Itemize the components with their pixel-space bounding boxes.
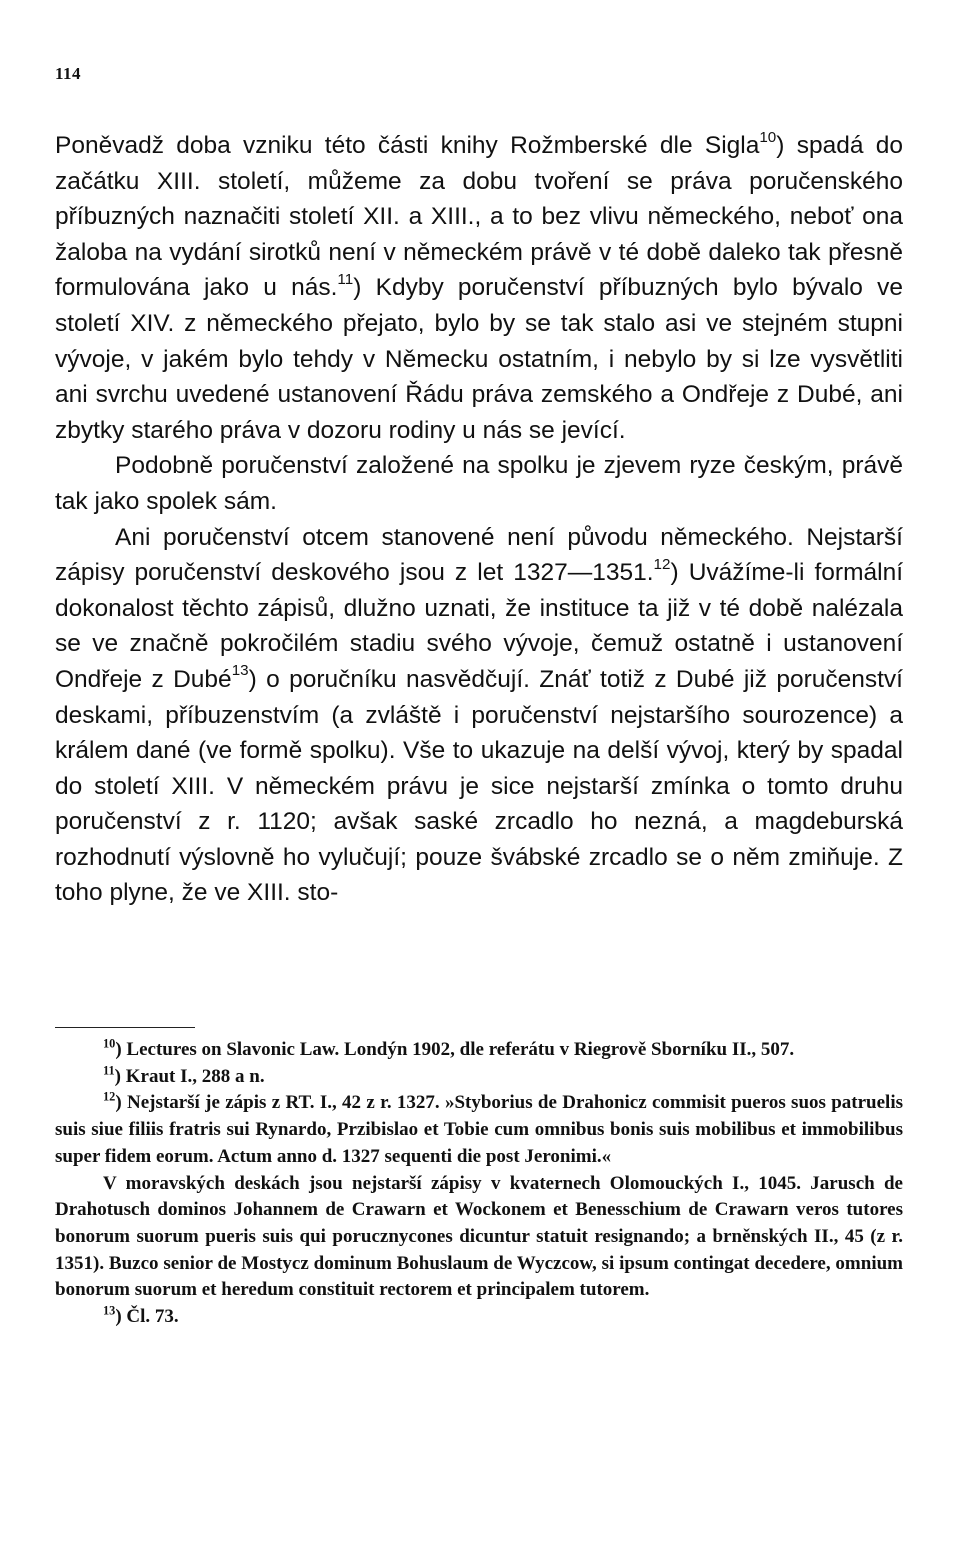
- p1-text-a: Poněvadž doba vzniku této části knihy Rožmberské dle Sigla: [55, 132, 760, 159]
- p3-text-c: ) o poručníku nasvědčují. Znáť totiž z Dubé již poručenství deskami, příbuzenstvím (a zvláště i poručenství nejstaršího sourozence) a králem dané (ve formě spolku). Vše to ukazuje na delší vývoj, který by spadal do století XIII. V německém právu je sice nejstarší zmínka o tomto druhu poručenství z r. 1120; avšak saské zrcadlo ho nezná, a magdeburská rozhodnutí výslovně ho vylučují; pouze švábské zrcadlo se o něm zmiňuje. Z toho plyne, že ve XIII. sto-: [55, 665, 903, 907]
- footnote-10: [55, 1037, 903, 1064]
- footnote-10-text: ) Lectures on Slavonic Law. Londýn 1902, dle referátu v Riegrově Sborníku II., 507.: [115, 1039, 795, 1060]
- footnote-13: [55, 1304, 903, 1331]
- footnotes: [55, 1037, 903, 1331]
- footnote-ref-13: 13: [231, 662, 249, 680]
- footnote-12-mark: 12: [103, 1090, 116, 1105]
- footnote-ref-12: 12: [653, 555, 671, 573]
- footnote-11-text: ) Kraut I., 288 a n.: [114, 1065, 265, 1087]
- book-page: [55, 0, 903, 1567]
- footnote-12-text: ) Nejstarší je zápis z RT. I., 42 z r. 1327. »Styborius de Drahonicz commisit pueros suos patruelis suis siue filiis fratris sui Rynardo, Przibislao et Tobie cum omnibus bonis suis mobilibus et immobilibus super fidem eorum. Actum anno d. 1327 sequenti die post Jeronimi.«: [55, 1092, 903, 1167]
- paragraph-1: [55, 128, 903, 448]
- p3-text-b: ) Uvážíme-li formální dokonalost těchto zápisů, dlužno uznati, že instituce ta již v té době nalézala se ve značně pokročilém stadiu svého vývoje, čemuž ostatně i ustanovení Ondřeje z Dubé: [55, 559, 904, 693]
- page-number: 114: [55, 64, 82, 83]
- footnote-12: [55, 1090, 903, 1170]
- main-text: [55, 128, 903, 911]
- footnote-11-mark: 11: [103, 1063, 115, 1078]
- paragraph-3: [55, 520, 903, 912]
- footnote-12-continued: V moravských deskách jsou nejstarší zápisy v kvaternech Olomouckých I., 1045. Jarusch de Drahotusch dominos Johannem de Crawarn et Wockonem et Benesschium de Crawarn veros tutores bonorum suorum pueris suis qui porucznycones dicuntur statuit resignando; a brněnských II., 45 (z r. 1351). Buzco senior de Mostycz dominum Bohuslaum de Wyczcow, si ipsum contingat decedere, omnium bonorum suorum et heredum constituit rectorem et principalem tutorem.: [55, 1172, 903, 1301]
- p1-text-c: ) Kdyby poručenství příbuzných bylo bývalo ve století XIV. z německého přejato, bylo by se tak stalo asi ve stejném stupni vývoje, v jakém bylo tehdy v Německu ostatním, i nebylo by si lze vysvětliti ani svrchu uvedené ustanovení Řádu práva zemského a Ondřeje z Dubé, ani zbytky starého práva v dozoru rodiny u nás se jevící.: [55, 274, 904, 444]
- footnote-13-text: ) Čl. 73.: [115, 1306, 179, 1328]
- paragraph-2: Podobně poručenství založené na spolku je zjevem ryze českým, právě tak jako spolek sám.: [55, 452, 903, 515]
- p3-text-a: Ani poručenství otcem stanovené není původu německého. Nejstarší zápisy poručenství deskového jsou z let 1327—1351.: [55, 523, 903, 587]
- footnote-divider: [55, 1027, 195, 1028]
- footnote-ref-11: 11: [337, 270, 354, 288]
- footnote-ref-10: 10: [759, 128, 777, 146]
- footnote-10-mark: 10: [103, 1036, 116, 1051]
- p1-text-b: ) spadá do začátku XIII. století, můžeme za dobu tvoření se práva poručenského příbuzných naznačiti století XII. a XIII., a to bez vlivu německého, neboť ona žaloba na vydání sirotků není v německém právě v té době daleko tak přesně formulována jako u nás.: [55, 132, 904, 302]
- footnote-11: [55, 1064, 903, 1091]
- footnote-13-mark: 13: [103, 1303, 116, 1318]
